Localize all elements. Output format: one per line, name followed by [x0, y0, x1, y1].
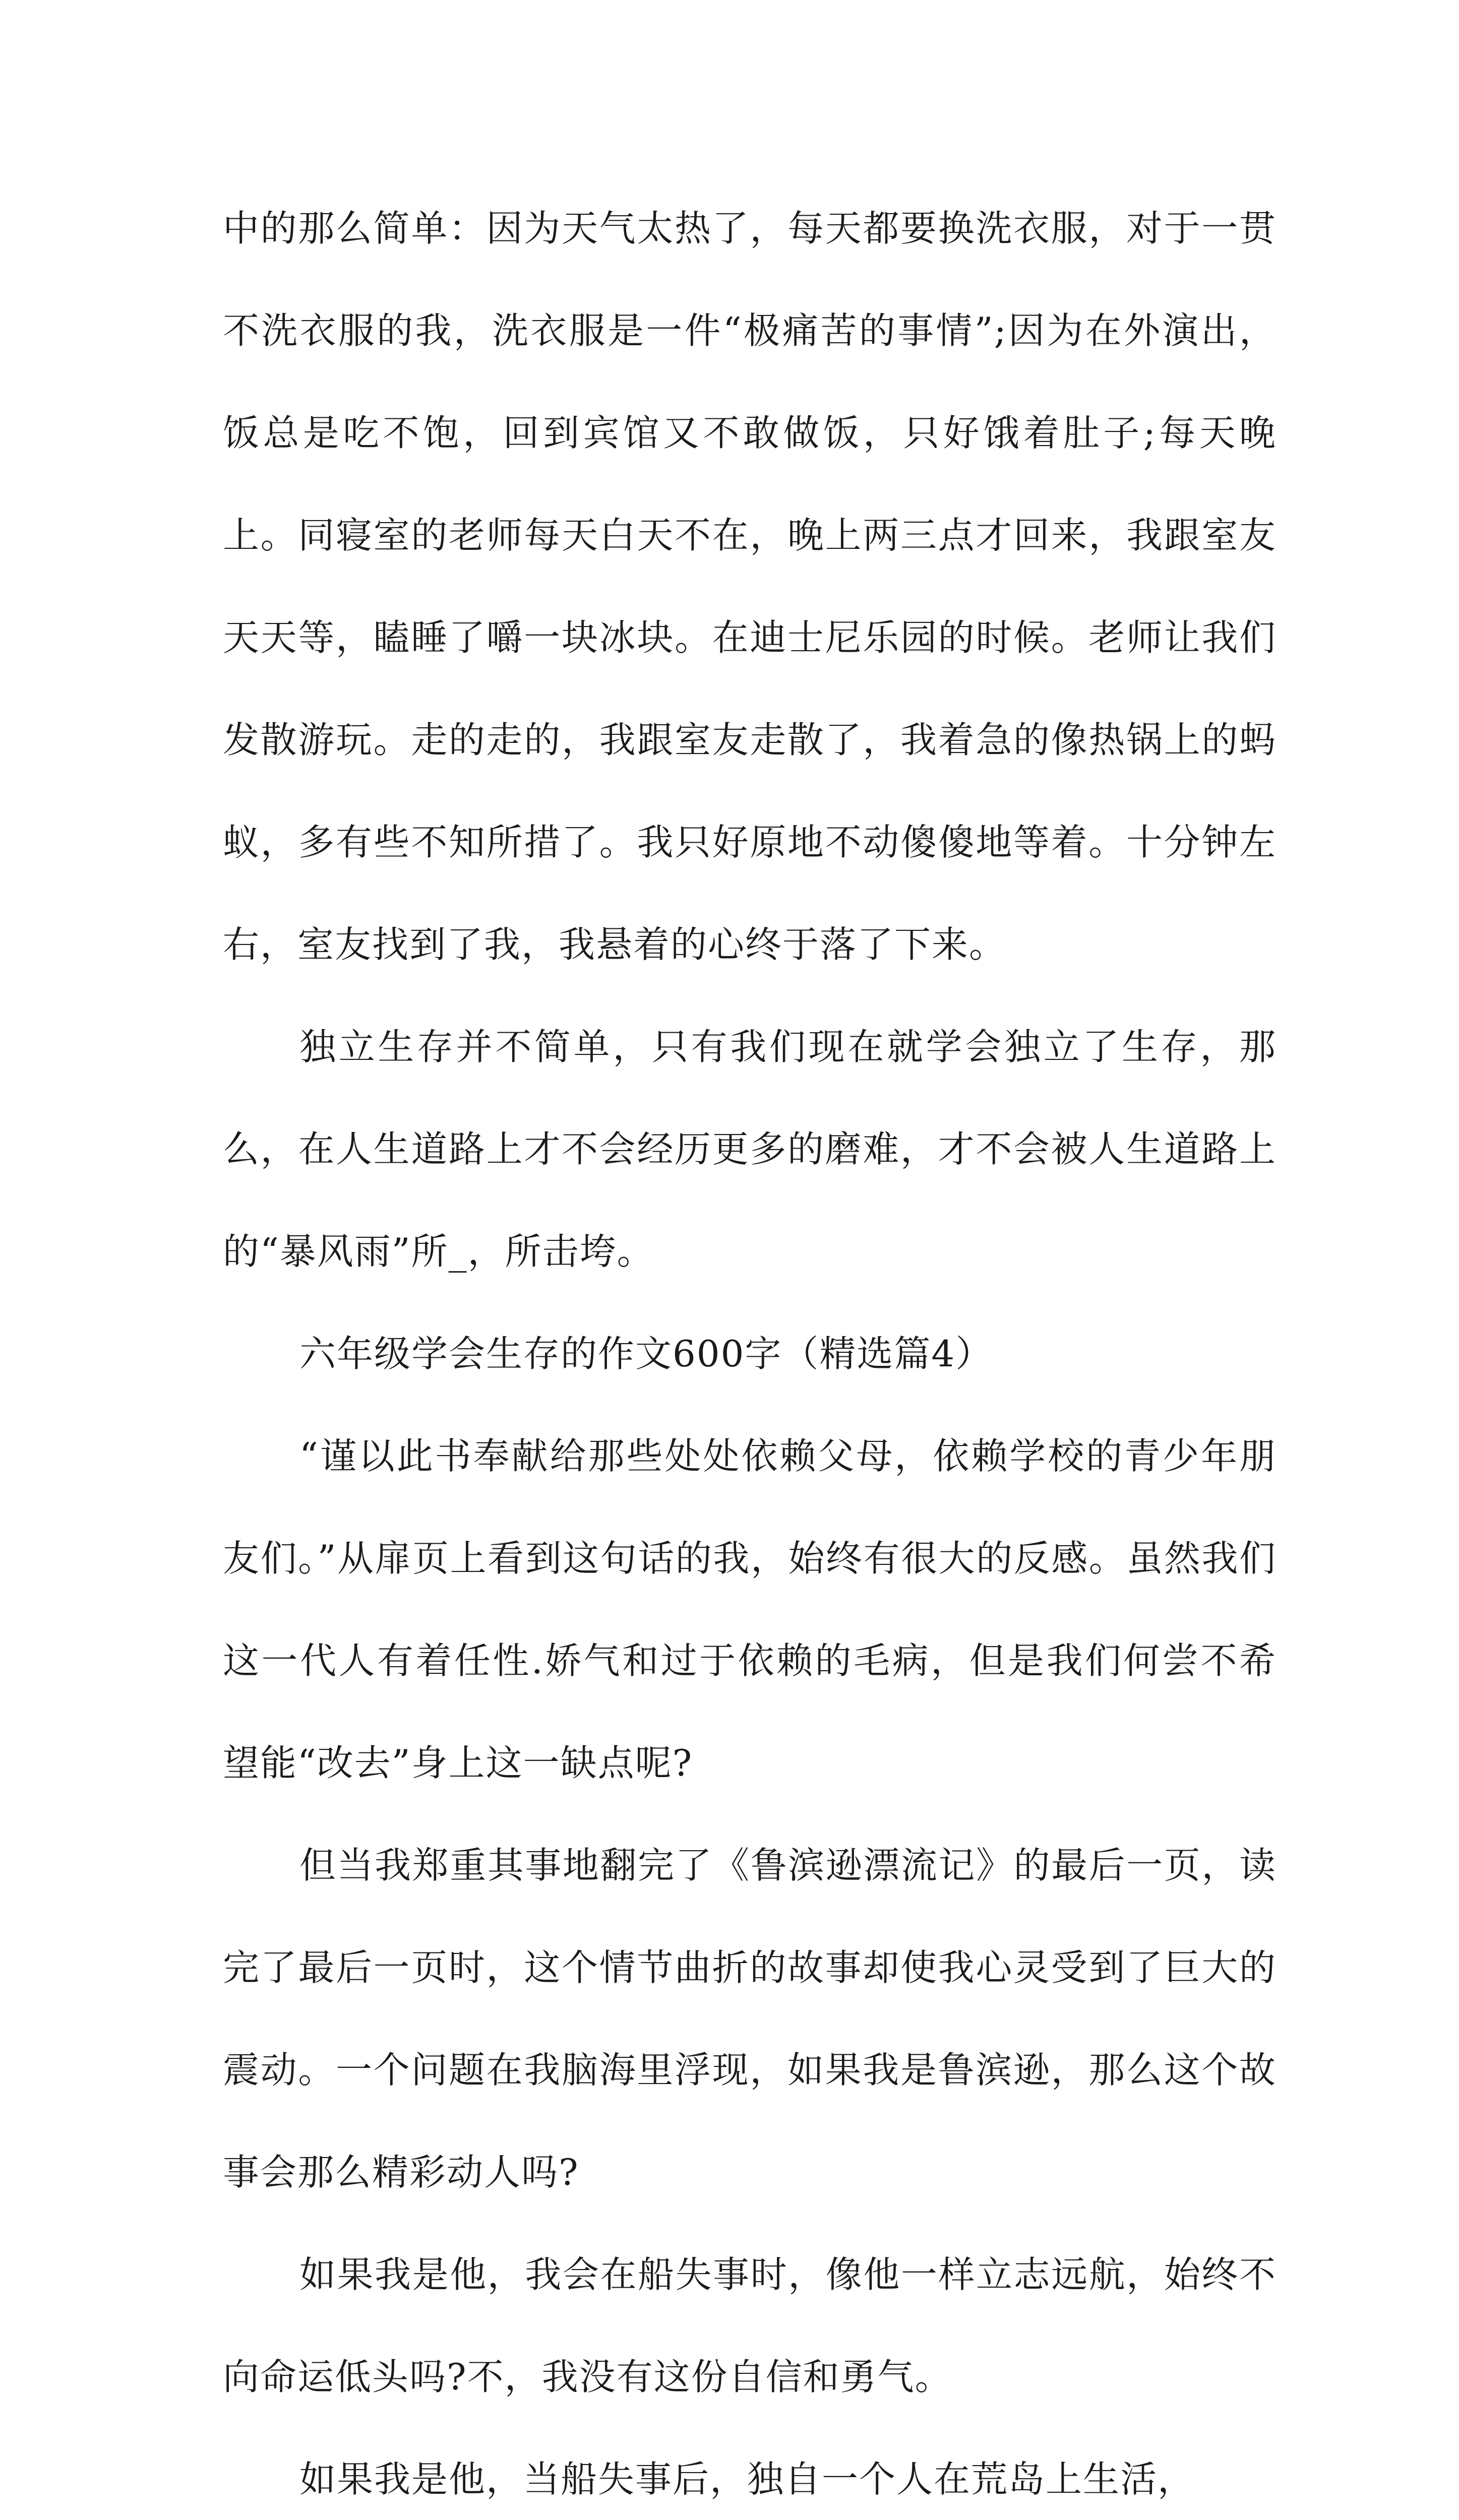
paragraph-if-i-were-him-2: 如果我是他，当船失事后，独自一个人在荒岛上生活，	[299, 2458, 1195, 2500]
paragraph-book-dedication: “谨以此书奉献给那些处处依赖父母，依赖学校的青少年朋友们。”从扉页上看到这句话的我，始终有很大的反感。虽然我们这一代人有着任性.娇气和过于依赖的毛病，但是我们何尝不希望能“改去”身上这一缺点呢?	[223, 1435, 1276, 1784]
paragraph-independent-survival: 独立生存并不简单，只有我们现在就学会独立了生存，那么，在人生道路上才不会经历更多的磨难，才不会被人生道路上的“暴风雨”所_，所击垮。	[223, 1026, 1276, 1273]
document-body	[223, 177, 1276, 2520]
paragraph-if-i-were-him-1: 如果我是他，我会在船失事时，像他一样立志远航，始终不向命运低头吗?不，我没有这份自信和勇气。	[223, 2253, 1276, 2398]
paragraph-robinson-reading: 但当我郑重其事地翻完了《鲁滨逊漂流记》的最后一页，读完了最后一页时，这个情节曲折的故事却使我心灵受到了巨大的震动。一个问题在我脑海里浮现，如果我是鲁滨逊，那么这个故事会那么精彩动人吗?	[223, 1844, 1276, 2193]
paragraph-continuation: 中的那么简单：因为天气太热了，每天都要换洗衣服，对于一贯不洗衣服的我，洗衣服是一件“极痛苦的事情”;因为在外演出，饭总是吃不饱，回到宾馆又不敢做饭，只好饿着肚子;每天晚上。同寝室的老师每天白天不在，晚上两三点才回来，我跟室友天天等，瞌睡了嚼一块冰块。在迪士尼乐园的时候。老师让我们发散游玩。走的走的，我跟室友走散了，我着急的像热锅上的蚂蚁，多有些不知所措了。我只好原地不动傻傻地等着。十分钟左右，室友找到了我，我悬着的心终于落了下来。	[223, 207, 1276, 966]
essay-heading: 六年级学会生存的作文600字（精选篇4）	[299, 1333, 993, 1375]
